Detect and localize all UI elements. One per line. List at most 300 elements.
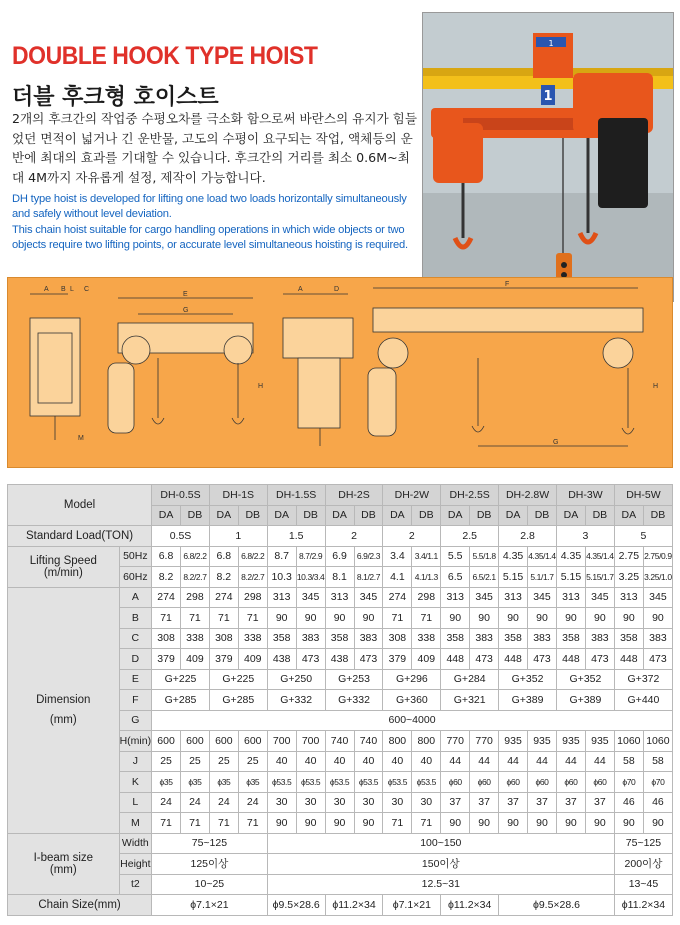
dim-cell: 448 <box>614 649 643 670</box>
dim-cell: 600 <box>209 731 238 752</box>
speed-50hz-cell: 5.5/1.8 <box>470 546 499 567</box>
label-e: E <box>183 291 188 298</box>
dim-cell: 71 <box>238 813 267 834</box>
height-label: Height <box>119 854 152 875</box>
dim-cell: 90 <box>441 813 470 834</box>
dim-cell: 37 <box>499 792 528 813</box>
dim-cell: 71 <box>152 608 181 629</box>
dim-cell: 30 <box>383 792 412 813</box>
speed-60hz-cell: 8.2/2.7 <box>180 567 209 588</box>
speed-50hz-cell: 6.8 <box>209 546 238 567</box>
dim-cell: 90 <box>470 813 499 834</box>
chain-2: ϕ11.2×34 <box>325 895 383 916</box>
dim-cell: 473 <box>643 649 672 670</box>
dim-cell: 345 <box>296 587 325 608</box>
hoist-illustration <box>423 13 674 302</box>
dim-cell: 345 <box>354 587 383 608</box>
dim-cell: 338 <box>412 628 441 649</box>
load-5: 2.5 <box>441 526 499 547</box>
speed-60hz-cell: 6.5/2.1 <box>470 567 499 588</box>
page-subtitle-korean: 더블 후크형 호이스트 <box>12 85 219 110</box>
col-da: DA <box>383 505 412 526</box>
dim-cell: 90 <box>499 608 528 629</box>
speed-50hz-cell: 2.75/0.9 <box>643 546 672 567</box>
load-label: Standard Load(TON) <box>8 526 152 547</box>
dim-cell: 37 <box>441 792 470 813</box>
dim-cell: 409 <box>412 649 441 670</box>
chain-5: ϕ9.5×28.6 <box>499 895 615 916</box>
dim-cell: 1060 <box>614 731 643 752</box>
english-description-line-2: This chain hoist suitable for cargo handling operations in which wide objects or two objects require two lifting points, or accurate level simultaneous hoisting is required. <box>12 223 408 251</box>
speed-60hz-cell: 5.1/1.7 <box>528 567 557 588</box>
dim-cell: 274 <box>152 587 181 608</box>
model-1: DH-1S <box>209 485 267 506</box>
model-8: DH-5W <box>614 485 672 506</box>
dim-cell: ϕ53.5 <box>325 772 354 793</box>
dim-cell: 935 <box>585 731 614 752</box>
label-f: F <box>505 281 510 288</box>
dim-cell: 37 <box>585 792 614 813</box>
speed-60hz-cell: 8.1/2.7 <box>354 567 383 588</box>
speed-60hz-cell: 8.2 <box>152 567 181 588</box>
dim-cell: 37 <box>470 792 499 813</box>
dim-cell: 438 <box>325 649 354 670</box>
label-g: G <box>183 307 189 314</box>
dim-cell: 37 <box>556 792 585 813</box>
dim-cell: 25 <box>180 751 209 772</box>
label-h: H <box>258 383 264 390</box>
dim-cell: ϕ70 <box>614 772 643 793</box>
dim-cell: 90 <box>267 608 296 629</box>
dim-cell: 298 <box>412 587 441 608</box>
dim-cell: 473 <box>585 649 614 670</box>
col-da: DA <box>556 505 585 526</box>
dimension-label <box>8 587 120 833</box>
dim-cell: 44 <box>556 751 585 772</box>
dim-e-cell: G+225 <box>209 669 267 690</box>
col-db: DB <box>585 505 614 526</box>
chain-3: ϕ7.1×21 <box>383 895 441 916</box>
dim-cell: 25 <box>152 751 181 772</box>
dim-key-g: G <box>119 710 152 731</box>
ibeam-label-line-2: (mm) <box>49 863 77 876</box>
dim-key: J <box>119 751 152 772</box>
dim-cell: ϕ53.5 <box>296 772 325 793</box>
dim-e-cell: G+352 <box>499 669 557 690</box>
dim-cell: 448 <box>441 649 470 670</box>
width-1: 100~150 <box>267 833 614 854</box>
dim-cell: 90 <box>556 608 585 629</box>
dim-cell: 935 <box>528 731 557 752</box>
col-db: DB <box>643 505 672 526</box>
dim-cell: 800 <box>412 731 441 752</box>
dim-cell: 90 <box>296 608 325 629</box>
dim-cell: 58 <box>614 751 643 772</box>
dimension-drawings <box>7 277 673 468</box>
dim-cell: 90 <box>528 813 557 834</box>
label-b: B <box>61 286 66 293</box>
dim-cell: 935 <box>499 731 528 752</box>
dim-cell: 700 <box>267 731 296 752</box>
dimension-label-line-1: Dimension <box>36 694 91 706</box>
dim-key: L <box>119 792 152 813</box>
dim-cell: 700 <box>296 731 325 752</box>
speed-60hz-cell: 5.15 <box>556 567 585 588</box>
dim-cell: ϕ53.5 <box>354 772 383 793</box>
dim-cell: 409 <box>180 649 209 670</box>
load-0: 0.5S <box>152 526 210 547</box>
speed-50hz-cell: 4.35 <box>499 546 528 567</box>
model-7: DH-3W <box>556 485 614 506</box>
label-a2: A <box>298 286 303 293</box>
speed-label-line-2: (m/min) <box>43 566 83 579</box>
dim-cell: 30 <box>296 792 325 813</box>
dim-cell: 600 <box>152 731 181 752</box>
label-l: L <box>70 286 74 293</box>
col-db: DB <box>354 505 383 526</box>
dim-cell: 473 <box>528 649 557 670</box>
dim-key: E <box>119 669 152 690</box>
dim-f-cell: G+389 <box>499 690 557 711</box>
dimension-label-line-2: (mm) <box>49 714 77 726</box>
speed-60hz-cell: 8.1 <box>325 567 354 588</box>
dim-cell: 345 <box>585 587 614 608</box>
dim-key: A <box>119 587 152 608</box>
speed-label <box>8 546 120 587</box>
speed-60hz-cell: 8.2/2.7 <box>238 567 267 588</box>
dim-cell: 30 <box>354 792 383 813</box>
dim-cell: 313 <box>267 587 296 608</box>
dim-cell: 90 <box>585 813 614 834</box>
dim-f-cell: G+285 <box>152 690 210 711</box>
col-db: DB <box>238 505 267 526</box>
speed-50hz-cell: 6.8 <box>152 546 181 567</box>
dim-cell: ϕ53.5 <box>383 772 412 793</box>
model-6: DH-2.8W <box>499 485 557 506</box>
dim-cell: 313 <box>325 587 354 608</box>
chain-0: ϕ7.1×21 <box>152 895 268 916</box>
page-title: DOUBLE HOOK TYPE HOIST <box>12 42 318 70</box>
dim-cell: 90 <box>643 608 672 629</box>
speed-50hz-cell: 6.8/2.2 <box>238 546 267 567</box>
ibeam-label <box>8 833 120 895</box>
dim-cell: 274 <box>383 587 412 608</box>
label-c: C <box>84 286 90 293</box>
dim-cell: 90 <box>528 608 557 629</box>
dim-cell: 308 <box>383 628 412 649</box>
model-0: DH-0.5S <box>152 485 210 506</box>
col-db: DB <box>470 505 499 526</box>
dim-cell: 40 <box>267 751 296 772</box>
dim-cell: 308 <box>209 628 238 649</box>
sign-text-1: 1 <box>548 39 554 48</box>
dim-cell: 383 <box>470 628 499 649</box>
dim-cell: ϕ35 <box>238 772 267 793</box>
dim-cell: 44 <box>585 751 614 772</box>
col-da: DA <box>614 505 643 526</box>
model-5: DH-2.5S <box>441 485 499 506</box>
dim-cell: 71 <box>412 608 441 629</box>
chain-1: ϕ9.5×28.6 <box>267 895 325 916</box>
speed-label-line-1: Lifting Speed <box>29 554 97 567</box>
dim-cell: 313 <box>556 587 585 608</box>
t2-1: 12.5~31 <box>267 874 614 895</box>
dim-key: B <box>119 608 152 629</box>
dim-cell: 90 <box>325 813 354 834</box>
speed-60hz-cell: 10.3/3.4 <box>296 567 325 588</box>
dim-cell: 24 <box>180 792 209 813</box>
dim-cell: 46 <box>614 792 643 813</box>
t2-label: t2 <box>119 874 152 895</box>
dim-cell: 770 <box>470 731 499 752</box>
dim-cell: 313 <box>441 587 470 608</box>
speed-60hz-cell: 4.1 <box>383 567 412 588</box>
dim-cell: 58 <box>643 751 672 772</box>
dim-cell: 40 <box>412 751 441 772</box>
dim-cell: 338 <box>180 628 209 649</box>
dim-cell: 358 <box>441 628 470 649</box>
dim-cell: 24 <box>238 792 267 813</box>
col-db: DB <box>412 505 441 526</box>
speed-60hz-cell: 4.1/1.3 <box>412 567 441 588</box>
dim-cell: 298 <box>238 587 267 608</box>
dim-cell: 44 <box>499 751 528 772</box>
speed-50hz-cell: 8.7 <box>267 546 296 567</box>
chain-label: Chain Size(mm) <box>8 895 152 916</box>
dim-cell: 473 <box>470 649 499 670</box>
load-2: 1.5 <box>267 526 325 547</box>
speed-60hz-cell: 5.15/1.7 <box>585 567 614 588</box>
label-g2: G <box>553 439 559 446</box>
dim-f-cell: G+440 <box>614 690 672 711</box>
speed-50hz-cell: 6.9 <box>325 546 354 567</box>
dim-cell: ϕ60 <box>470 772 499 793</box>
dim-f-cell: G+389 <box>556 690 614 711</box>
korean-description: 2개의 후크간의 작업중 수평오차를 극소화 함으로써 바란스의 유지가 힘들었던 면적이 넓거나 긴 운반물, 고도의 수평이 요구되는 작업, 액체등의 운반에 최대의 효과를 기대할 수 있습니다. 후크간의 거리를 최소 0.6M~최대 4M까지 자유롭게 설정, 제작이 가능합니다. <box>12 111 418 185</box>
dim-cell: 90 <box>267 813 296 834</box>
dim-cell: 308 <box>152 628 181 649</box>
dim-cell: 473 <box>296 649 325 670</box>
speed-60hz-cell: 6.5 <box>441 567 470 588</box>
dim-cell: 24 <box>152 792 181 813</box>
dim-cell: ϕ35 <box>209 772 238 793</box>
dim-cell: 40 <box>383 751 412 772</box>
dim-cell: 90 <box>296 813 325 834</box>
dim-e-cell: G+296 <box>383 669 441 690</box>
dim-cell: ϕ70 <box>643 772 672 793</box>
dim-cell: 383 <box>354 628 383 649</box>
dim-cell: 90 <box>499 813 528 834</box>
col-da: DA <box>441 505 470 526</box>
dim-cell: 358 <box>614 628 643 649</box>
dim-cell: 71 <box>238 608 267 629</box>
speed-50hz-cell: 6.9/2.3 <box>354 546 383 567</box>
spec-table <box>7 484 673 916</box>
dim-key: M <box>119 813 152 834</box>
dim-cell: 71 <box>180 608 209 629</box>
dim-cell: 600 <box>238 731 267 752</box>
dim-cell: 358 <box>556 628 585 649</box>
load-1: 1 <box>209 526 267 547</box>
dim-cell: 935 <box>556 731 585 752</box>
dim-cell: ϕ60 <box>441 772 470 793</box>
dim-cell: 71 <box>209 608 238 629</box>
dim-cell: 383 <box>296 628 325 649</box>
dim-e-cell: G+284 <box>441 669 499 690</box>
dim-cell: 44 <box>441 751 470 772</box>
label-d: D <box>334 286 340 293</box>
dim-cell: ϕ60 <box>556 772 585 793</box>
hz50-label: 50Hz <box>119 546 152 567</box>
dim-cell: 40 <box>325 751 354 772</box>
speed-50hz-cell: 2.75 <box>614 546 643 567</box>
dim-f-cell: G+321 <box>441 690 499 711</box>
dim-cell: 345 <box>528 587 557 608</box>
speed-60hz-cell: 3.25/1.0 <box>643 567 672 588</box>
speed-50hz-cell: 3.4/1.1 <box>412 546 441 567</box>
dim-cell: 313 <box>614 587 643 608</box>
model-2: DH-1.5S <box>267 485 325 506</box>
t2-2: 13~45 <box>614 874 672 895</box>
load-7: 3 <box>556 526 614 547</box>
col-db: DB <box>180 505 209 526</box>
dim-cell: 313 <box>499 587 528 608</box>
dim-cell: 740 <box>354 731 383 752</box>
load-8: 5 <box>614 526 672 547</box>
label-m: M <box>78 435 84 442</box>
dim-cell: 345 <box>643 587 672 608</box>
dim-cell: 383 <box>528 628 557 649</box>
dim-cell: 90 <box>556 813 585 834</box>
dim-cell: 90 <box>441 608 470 629</box>
dim-e-cell: G+225 <box>152 669 210 690</box>
dim-key: K <box>119 772 152 793</box>
dim-cell: ϕ53.5 <box>412 772 441 793</box>
load-4: 2 <box>383 526 441 547</box>
dim-cell: 800 <box>383 731 412 752</box>
dim-cell: 25 <box>238 751 267 772</box>
dim-cell: ϕ35 <box>152 772 181 793</box>
dim-cell: 90 <box>354 608 383 629</box>
hz60-label: 60Hz <box>119 567 152 588</box>
dim-cell: 90 <box>614 813 643 834</box>
dim-key: C <box>119 628 152 649</box>
chain-6: ϕ11.2×34 <box>614 895 672 916</box>
speed-60hz-cell: 3.25 <box>614 567 643 588</box>
speed-50hz-cell: 3.4 <box>383 546 412 567</box>
dim-cell: 25 <box>209 751 238 772</box>
dim-cell: 71 <box>412 813 441 834</box>
dim-key: H(min) <box>119 731 152 752</box>
height-2: 200이상 <box>614 854 672 875</box>
dim-cell: ϕ60 <box>499 772 528 793</box>
dim-cell: 770 <box>441 731 470 752</box>
dim-cell: 274 <box>209 587 238 608</box>
dim-cell: ϕ35 <box>180 772 209 793</box>
dim-cell: 358 <box>325 628 354 649</box>
dim-cell: 298 <box>180 587 209 608</box>
speed-50hz-cell: 4.35/1.4 <box>528 546 557 567</box>
dim-cell: 46 <box>643 792 672 813</box>
dim-cell: 37 <box>528 792 557 813</box>
speed-50hz-cell: 5.5 <box>441 546 470 567</box>
width-0: 75~125 <box>152 833 268 854</box>
dim-cell: 90 <box>643 813 672 834</box>
dim-cell: 358 <box>499 628 528 649</box>
ibeam-label-line-1: I-beam size <box>33 851 94 864</box>
sign-text-2: 1 <box>543 89 553 104</box>
width-label: Width <box>119 833 152 854</box>
dim-cell: 358 <box>267 628 296 649</box>
label-a: A <box>44 286 49 293</box>
height-1: 150이상 <box>267 854 614 875</box>
dim-cell: 90 <box>354 813 383 834</box>
speed-50hz-cell: 8.7/2.9 <box>296 546 325 567</box>
dim-cell: 71 <box>209 813 238 834</box>
dim-cell: 438 <box>267 649 296 670</box>
dim-cell: ϕ53.5 <box>267 772 296 793</box>
dim-cell: 30 <box>267 792 296 813</box>
dim-f-cell: G+332 <box>325 690 383 711</box>
dim-cell: 448 <box>499 649 528 670</box>
dim-cell: 600 <box>180 731 209 752</box>
speed-50hz-cell: 4.35/1.4 <box>585 546 614 567</box>
speed-60hz-cell: 8.2 <box>209 567 238 588</box>
dim-cell: 383 <box>643 628 672 649</box>
dim-cell: 740 <box>325 731 354 752</box>
dim-cell: 379 <box>152 649 181 670</box>
product-photo <box>422 12 674 302</box>
model-3: DH-2S <box>325 485 383 506</box>
dim-cell: 44 <box>528 751 557 772</box>
dim-e-cell: G+250 <box>267 669 325 690</box>
dim-cell: 24 <box>209 792 238 813</box>
dim-cell: 473 <box>354 649 383 670</box>
dim-cell: 379 <box>383 649 412 670</box>
dim-f-cell: G+332 <box>267 690 325 711</box>
speed-50hz-cell: 4.35 <box>556 546 585 567</box>
dim-cell: 448 <box>556 649 585 670</box>
speed-60hz-cell: 10.3 <box>267 567 296 588</box>
dim-key: D <box>119 649 152 670</box>
dim-key: F <box>119 690 152 711</box>
t2-0: 10~25 <box>152 874 268 895</box>
dim-e-cell: G+372 <box>614 669 672 690</box>
dim-cell: 30 <box>325 792 354 813</box>
dim-cell: 40 <box>296 751 325 772</box>
dim-g-value: 600~4000 <box>152 710 673 731</box>
english-description-line-1: DH type hoist is developed for lifting one load two loads horizontally simultaneously and safely without level deviation. <box>12 193 407 221</box>
dim-cell: 345 <box>470 587 499 608</box>
col-da: DA <box>267 505 296 526</box>
height-0: 125이상 <box>152 854 268 875</box>
col-da: DA <box>152 505 181 526</box>
dim-cell: 338 <box>238 628 267 649</box>
dim-cell: 379 <box>209 649 238 670</box>
speed-50hz-cell: 6.8/2.2 <box>180 546 209 567</box>
dim-cell: 71 <box>152 813 181 834</box>
dim-cell: 1060 <box>643 731 672 752</box>
dim-cell: 71 <box>180 813 209 834</box>
dim-cell: 90 <box>470 608 499 629</box>
dim-e-cell: G+253 <box>325 669 383 690</box>
load-6: 2.8 <box>499 526 557 547</box>
dim-f-cell: G+285 <box>209 690 267 711</box>
model-4: DH-2W <box>383 485 441 506</box>
chain-4: ϕ11.2×34 <box>441 895 499 916</box>
load-3: 2 <box>325 526 383 547</box>
width-2: 75~125 <box>614 833 672 854</box>
